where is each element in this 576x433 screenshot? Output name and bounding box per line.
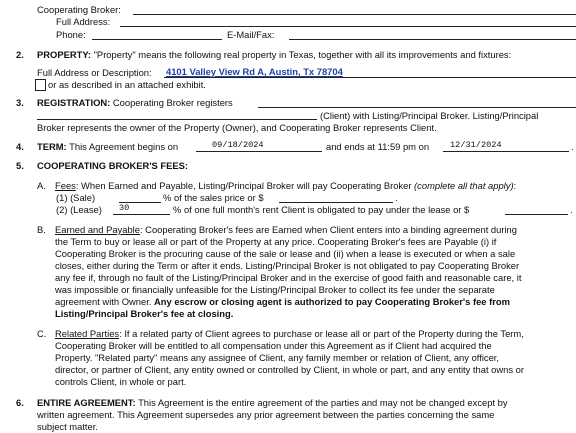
section-5b-line-8: Listing/Principal Broker's fee at closing. — [55, 308, 234, 319]
section-4-text-2: and ends at 11:59 pm on — [326, 141, 430, 152]
attached-exhibit-label: or as described in an attached exhibit. — [48, 79, 206, 90]
section-6-line-1: ENTIRE AGREEMENT: This Agreement is the entire agreement of the parties and may not be changed except by — [37, 397, 508, 408]
client-name-line-1[interactable] — [258, 107, 576, 108]
section-5a-letter: A. — [37, 180, 46, 191]
address-value[interactable]: 4101 Valley View Rd A, Austin, Tx 78704 — [166, 66, 343, 77]
section-5c-line-5: controls Client, in whole or part. — [55, 376, 187, 387]
section-5c-line-3: Property. "Related party" means any assignee of Client, any family member or relation of Client, any officer, — [55, 352, 500, 363]
section-4-number: 4. — [16, 141, 24, 152]
section-3-text-2: (Client) with Listing/Principal Broker. Listing/Principal — [320, 110, 539, 121]
section-6-line-3: subject matter. — [37, 421, 98, 432]
section-5b-line-7: agreement with Owner. Any escrow or closing agent is authorized to pay Cooperating Broker's fee from — [55, 296, 510, 307]
section-5c-line-1: Related Parties: If a related party of Client agrees to purchase or lease all or part of the Property during the Term, — [55, 328, 524, 339]
section-5b-line-1: Earned and Payable: Cooperating Broker's fees are Earned when Client enters into a binding agreement during — [55, 224, 517, 235]
full-address-line[interactable] — [120, 26, 576, 27]
lease-percent-line — [113, 214, 170, 215]
sale-label: (1) (Sale) — [56, 192, 96, 203]
end-date-value[interactable]: 12/31/2024 — [450, 140, 502, 150]
address-line — [164, 77, 576, 78]
full-address-label: Full Address: — [56, 16, 111, 27]
section-5b-line-5: any fee if, through no fault of the Listing/Principal Broker and in the exercise of good faith and reasonable care, it — [55, 272, 522, 283]
section-5b-line-2: the Term to buy or lease all or part of the Property at any price. Cooperating Broker's fees are Payable (i) if — [55, 236, 497, 247]
section-5b-line-4: closes, either during the Term or after it ends. Listing/Principal Broker is not obligated to pay Cooperating Broker — [55, 260, 520, 271]
attached-exhibit-checkbox[interactable] — [35, 79, 46, 91]
section-2-text: PROPERTY: "Property" means the following real property in Texas, together with all its improvements and fixtures: — [37, 49, 512, 60]
sale-amount-line[interactable] — [279, 202, 393, 203]
section-5c-letter: C. — [37, 328, 47, 339]
address-label: Full Address or Description: — [37, 67, 152, 78]
lease-period: . — [570, 204, 573, 215]
lease-amount-line[interactable] — [505, 214, 568, 215]
section-3-text-3: Broker represents the owner of the Property (Owner), and Cooperating Broker represents Client. — [37, 122, 437, 133]
lease-label: (2) (Lease) — [56, 204, 102, 215]
section-3-number: 3. — [16, 97, 24, 108]
section-5b-letter: B. — [37, 224, 46, 235]
section-5b-line-3: Cooperating Broker is the procuring cause of the sale or lease and (ii) when a lease is executed or when a sale — [55, 248, 516, 259]
section-4-period: . — [571, 141, 574, 152]
section-2-number: 2. — [16, 49, 24, 60]
phone-label: Phone: — [56, 29, 86, 40]
email-fax-line[interactable] — [289, 39, 576, 40]
section-5b-line-6: was impossible or financially unfeasible for the Listing/Principal Broker to collect its fee under the separate — [55, 284, 495, 295]
sale-period: . — [395, 192, 398, 203]
end-date-line — [443, 151, 569, 152]
lease-percent-value[interactable]: 30 — [119, 203, 130, 213]
lease-text: % of one full month's rent Client is obligated to pay under the lease or $ — [173, 204, 470, 215]
begin-date-value[interactable]: 09/18/2024 — [212, 140, 264, 150]
sale-text: % of the sales price or $ — [163, 192, 264, 203]
cooperating-broker-line[interactable] — [133, 14, 576, 15]
section-5-number: 5. — [16, 160, 24, 171]
section-5c-line-4: director, or partner of Client, any entity owned or controlled by Client, in whole or part, and any entity that owns or — [55, 364, 524, 375]
section-3-text-1: REGISTRATION: Cooperating Broker registers — [37, 97, 233, 108]
section-5-heading: COOPERATING BROKER'S FEES: — [37, 160, 189, 171]
section-5a-text: Fees: When Earned and Payable, Listing/Principal Broker will pay Cooperating Broker (complete all that apply): — [55, 180, 517, 191]
begin-date-line — [196, 151, 322, 152]
section-6-line-2: written agreement. This Agreement supersedes any prior agreement between the parties concerning the same — [37, 409, 495, 420]
section-4-text-1: TERM: This Agreement begins on — [37, 141, 179, 152]
section-6-number: 6. — [16, 397, 24, 408]
cooperating-broker-label: Cooperating Broker: — [37, 4, 121, 15]
email-fax-label: E-Mail/Fax: — [227, 29, 275, 40]
client-name-line-2[interactable] — [37, 119, 317, 120]
section-5c-line-2: Cooperating Broker will be entitled to all compensation under this Agreement as if Client had acquired the — [55, 340, 492, 351]
phone-line[interactable] — [92, 39, 222, 40]
